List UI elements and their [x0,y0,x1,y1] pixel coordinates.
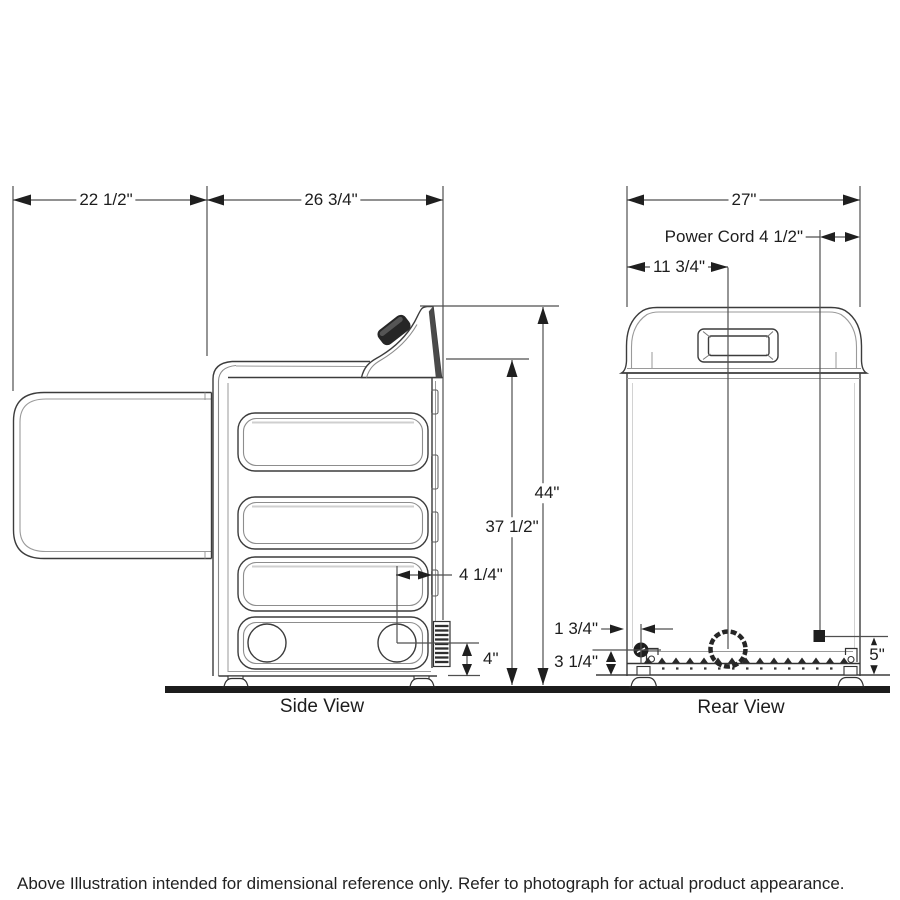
dim-label-door-depth: 22 1/2" [76,190,135,210]
side-panel-slot [238,497,428,549]
side-cabinet-body [213,362,443,677]
power-cord-location [814,630,826,642]
dim-label-cabinet-depth: 26 3/4" [301,190,360,210]
dim-label-exhaust-offset-rear: 4 1/4" [456,565,506,585]
control-panel [362,307,442,378]
dim-label-power-cord-height: 5" [866,645,888,665]
side-view-caption: Side View [279,696,365,718]
dim-label-gas-height: 3 1/4" [551,652,601,672]
dim-label-exhaust-height: 4" [480,649,502,669]
door-open [14,393,212,559]
dim-label-exhaust-offset-left: 11 3/4" [650,257,708,277]
dim-gas-offset-left [600,625,673,634]
side-panel-slots [238,413,428,669]
rear-cabinet-body [627,373,860,676]
leveling-foot [410,679,434,688]
side-view-drawing [14,307,451,688]
rear-handle-recess [698,329,778,362]
leveling-feet-side [222,676,436,687]
dim-label-cabinet-height: 37 1/2" [482,517,541,537]
leveling-foot [224,679,248,688]
dim-label-power-cord-offset: Power Cord 4 1/2" [662,227,806,247]
side-panel-slot [238,557,428,611]
dim-label-total-height: 44" [532,483,563,503]
dim-power-cord-offset [803,232,860,242]
disclaimer-text: Above Illustration intended for dimensional reference only. Refer to photograph for actual product appearance. [17,874,845,894]
drum-vent-circle [248,624,286,662]
rear-view-drawing [596,308,890,688]
leveling-foot [631,678,657,688]
floor-line [165,686,890,693]
leveling-foot [838,678,864,688]
rear-view-caption: Rear View [697,697,785,719]
dim-label-gas-offset-left: 1 3/4" [551,619,601,639]
dim-label-width: 27" [729,190,760,210]
exhaust-duct [434,622,451,667]
